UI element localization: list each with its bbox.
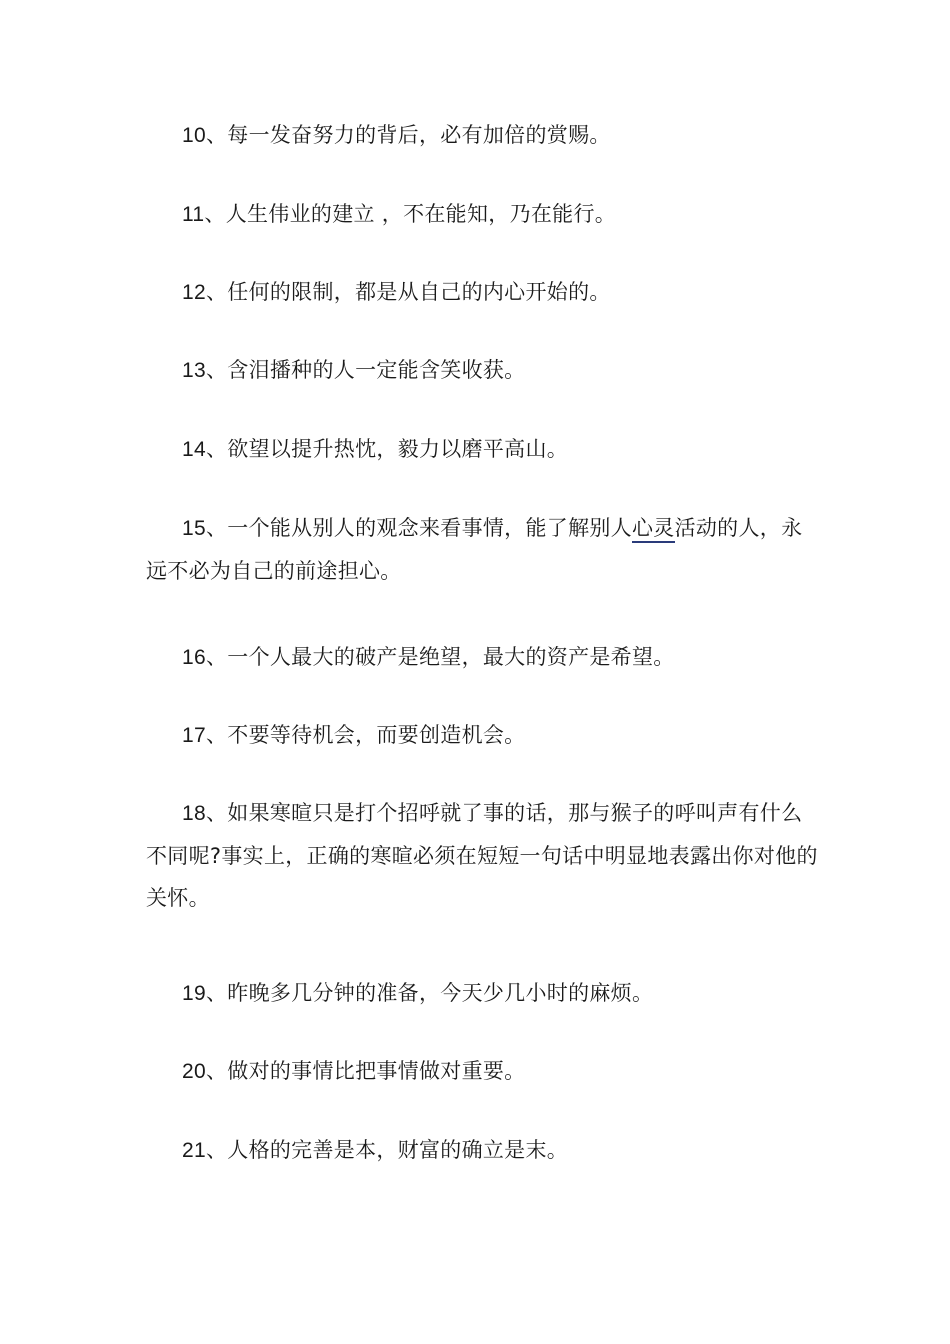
list-item [146,636,818,679]
item-number: 16 [182,646,206,669]
item-text: 、如果寒暄只是打个招呼就了事的话，那与猴子的呼叫声有什么不同呢?事实上，正确的寒暄必须在短短一句话中明显地表露出你对他的关怀。 [146,801,818,910]
list-item [146,271,818,314]
list-item [146,193,818,236]
list-item [146,428,818,471]
item-number: 18 [182,802,206,825]
item-text: 、一个人最大的破产是绝望，最大的资产是希望。 [205,645,675,669]
item-text: 、含泪播种的人一定能含笑收获。 [205,358,526,382]
list-item [146,349,818,392]
list-item [146,792,818,919]
item-number: 17 [182,724,206,747]
item-text: 、人生伟业的建立 ，不在能知，乃在能行。 [204,202,617,226]
underlined-text: 心灵 [632,516,675,543]
item-number: 11 [182,203,205,226]
item-number: 12 [182,281,206,304]
list-item [146,507,818,592]
item-text: 、每一发奋努力的背后，必有加倍的赏赐。 [205,123,611,147]
list-item [146,972,818,1015]
item-number: 15 [182,517,206,540]
item-number: 20 [182,1060,206,1083]
item-text: 、任何的限制，都是从自己的内心开始的。 [205,280,611,304]
list-item [146,1129,818,1172]
item-number: 10 [182,124,206,147]
item-text: 、做对的事情比把事情做对重要。 [205,1059,526,1083]
list-item [146,714,818,757]
item-number: 13 [182,359,206,382]
item-number: 14 [182,438,206,461]
item-text: 、昨晚多几分钟的准备，今天少几小时的麻烦。 [205,981,654,1005]
item-text: 、人格的完善是本，财富的确立是末。 [205,1138,569,1162]
item-number: 19 [182,982,206,1005]
list-item [146,1050,818,1093]
item-text: 、不要等待机会，而要创造机会。 [205,723,526,747]
list-item [146,114,818,157]
item-text: 、欲望以提升热忱，毅力以磨平高山。 [205,437,569,461]
item-text-before: 、一个能从别人的观念来看事情，能了解别人 [205,516,632,540]
item-number: 21 [182,1139,206,1162]
item-text-after: 活动的人，永远不必为自己的前途担心。 [146,516,803,583]
